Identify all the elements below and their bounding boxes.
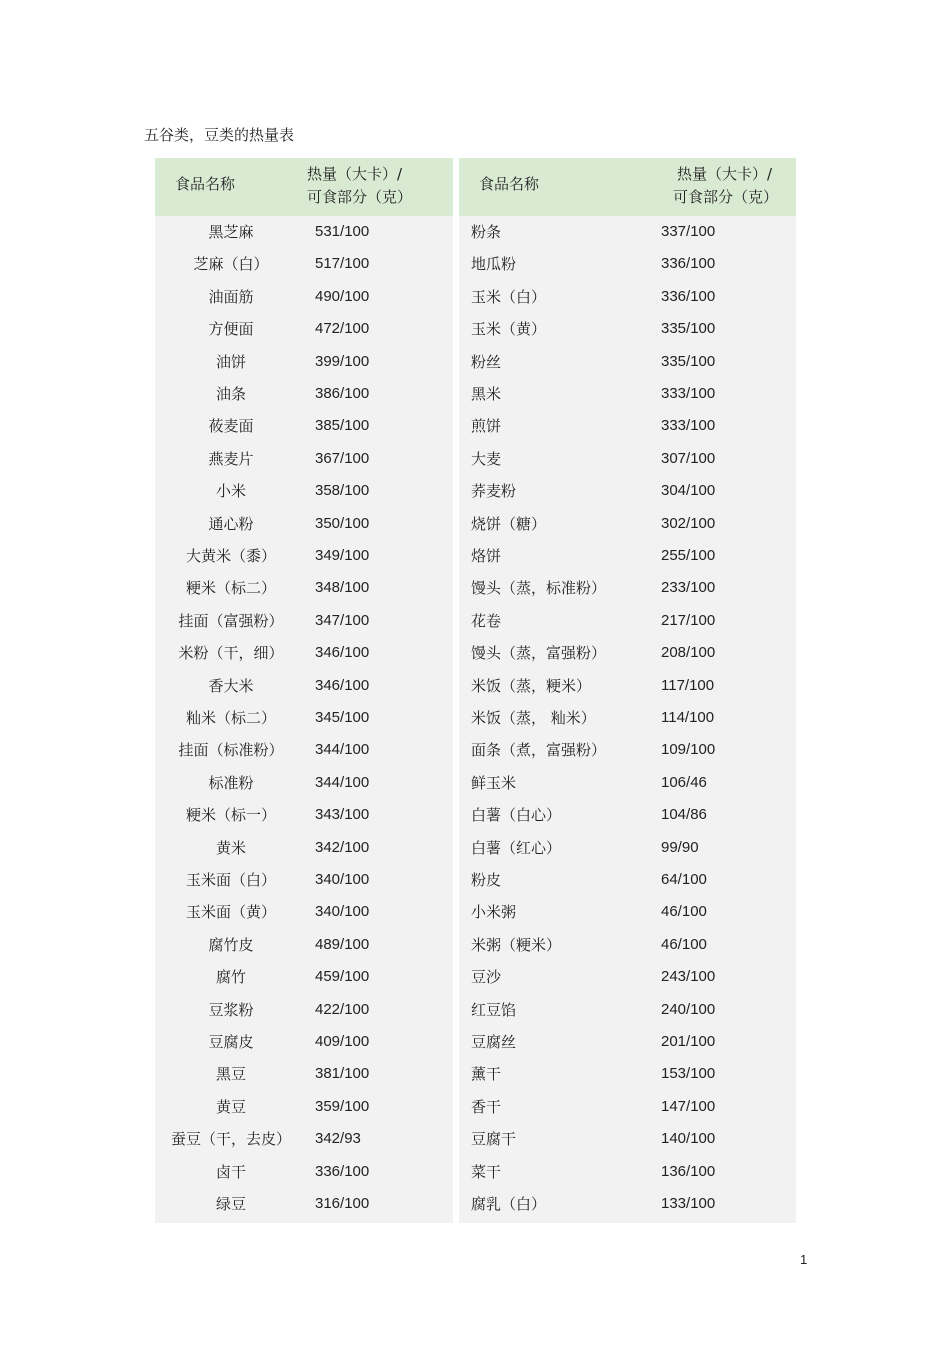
table-row xyxy=(459,313,796,345)
food-name-cell: 籼米（标二） xyxy=(185,709,276,727)
calorie-value-cell: 344/100 xyxy=(315,741,370,759)
table-row xyxy=(459,1156,796,1188)
food-name-cell: 小米 xyxy=(215,482,246,501)
calorie-value-cell: 208/100 xyxy=(661,644,716,662)
food-name-cell: 米饭（蒸， 籼米） xyxy=(471,709,596,727)
food-name-cell: 油饼 xyxy=(215,352,246,371)
food-name-cell: 小米粥 xyxy=(471,903,517,922)
calorie-value-cell: 153/100 xyxy=(661,1065,716,1083)
table-row xyxy=(155,896,453,928)
food-name-cell: 黄米 xyxy=(215,838,246,857)
food-name-cell: 玉米面（黄） xyxy=(185,903,276,922)
food-name-cell: 挂面（富强粉） xyxy=(178,611,284,630)
food-name-cell: 香干 xyxy=(471,1097,502,1116)
food-name-cell: 粉条 xyxy=(471,223,502,241)
food-name-cell: 莜麦面 xyxy=(208,417,254,436)
calorie-value-cell: 104/86 xyxy=(661,806,707,824)
calorie-value-cell: 342/100 xyxy=(315,838,370,856)
table-row xyxy=(459,702,796,734)
table-row xyxy=(155,281,453,313)
calorie-value-cell: 64/100 xyxy=(661,871,707,888)
calorie-value-cell: 344/100 xyxy=(315,773,370,791)
food-name-cell: 腐竹 xyxy=(215,968,246,987)
food-name-cell: 豆腐干 xyxy=(471,1130,517,1149)
table-row xyxy=(155,864,453,896)
table-row xyxy=(459,767,796,799)
food-name-cell: 菜干 xyxy=(471,1162,502,1181)
table-row xyxy=(155,508,453,540)
food-name-cell: 豆腐皮 xyxy=(208,1033,254,1051)
food-name-cell: 黄豆 xyxy=(215,1097,246,1116)
table-row xyxy=(155,1123,453,1155)
food-name-cell: 黑豆 xyxy=(215,1065,246,1084)
table-row xyxy=(155,734,453,766)
table-row xyxy=(459,864,796,896)
table-right-column xyxy=(459,158,796,1223)
table-row xyxy=(459,637,796,669)
food-name-cell: 白薯（白心） xyxy=(471,806,562,825)
page-title: 五谷类，豆类的热量表 xyxy=(144,126,295,144)
food-name-cell: 白薯（红心） xyxy=(471,838,562,857)
food-name-cell: 烙饼 xyxy=(471,547,502,565)
calorie-value-cell: 399/100 xyxy=(315,352,370,370)
table-header-left xyxy=(155,158,453,216)
calorie-value-cell: 336/100 xyxy=(661,255,716,273)
table-row xyxy=(155,410,453,442)
food-name-cell: 卤干 xyxy=(215,1162,246,1181)
table-left-column xyxy=(155,158,453,1223)
table-row xyxy=(459,540,796,572)
header-food-name: 食品名称 xyxy=(479,175,540,193)
food-name-cell: 油面筋 xyxy=(208,287,254,306)
calorie-value-cell: 201/100 xyxy=(661,1033,716,1050)
calorie-value-cell: 343/100 xyxy=(315,806,370,824)
table-row xyxy=(459,1026,796,1058)
food-name-cell: 粳米（标二） xyxy=(185,579,276,598)
calorie-value-cell: 340/100 xyxy=(315,871,370,888)
food-name-cell: 煎饼 xyxy=(471,417,502,436)
calorie-value-cell: 517/100 xyxy=(315,255,370,273)
table-row xyxy=(155,929,453,961)
food-name-cell: 红豆馅 xyxy=(471,1000,517,1019)
page-number: 1 xyxy=(800,1252,808,1267)
calorie-value-cell: 99/90 xyxy=(661,838,699,856)
table-row xyxy=(155,832,453,864)
food-name-cell: 粉皮 xyxy=(471,871,502,889)
table-row xyxy=(155,540,453,572)
table-row xyxy=(459,961,796,993)
food-name-cell: 燕麦片 xyxy=(208,449,254,468)
calorie-value-cell: 147/100 xyxy=(661,1097,716,1115)
food-name-cell: 蚕豆（干，去皮） xyxy=(170,1130,291,1149)
food-name-cell: 豆腐丝 xyxy=(471,1033,517,1051)
table-row xyxy=(155,799,453,831)
food-name-cell: 馒头（蒸，标准粉） xyxy=(471,579,607,598)
food-name-cell: 香大米 xyxy=(208,676,254,695)
calorie-value-cell: 114/100 xyxy=(661,709,715,726)
calorie-value-cell: 381/100 xyxy=(315,1065,370,1083)
food-name-cell: 玉米（白） xyxy=(471,287,547,306)
food-name-cell: 荞麦粉 xyxy=(471,482,517,501)
header-calorie-line2: 可食部分（克） xyxy=(307,188,413,206)
table-row xyxy=(155,605,453,637)
food-name-cell: 方便面 xyxy=(208,320,254,339)
table-row xyxy=(155,1026,453,1058)
calorie-value-cell: 106/46 xyxy=(661,773,707,791)
food-name-cell: 大麦 xyxy=(471,449,502,468)
table-row xyxy=(459,378,796,410)
calorie-value-cell: 240/100 xyxy=(661,1000,716,1018)
calorie-value-cell: 472/100 xyxy=(315,320,370,338)
food-name-cell: 薰干 xyxy=(471,1065,502,1084)
calorie-table xyxy=(155,158,796,1223)
table-row xyxy=(155,346,453,378)
food-name-cell: 米饭（蒸，粳米） xyxy=(471,676,592,695)
food-name-cell: 腐竹皮 xyxy=(208,935,254,954)
calorie-value-cell: 140/100 xyxy=(661,1130,716,1148)
food-name-cell: 油条 xyxy=(215,385,246,403)
calorie-value-cell: 333/100 xyxy=(661,417,716,435)
calorie-value-cell: 386/100 xyxy=(315,385,370,402)
table-row xyxy=(459,443,796,475)
food-name-cell: 米粥（粳米） xyxy=(471,935,562,954)
table-row xyxy=(459,475,796,507)
table-row xyxy=(459,929,796,961)
calorie-value-cell: 459/100 xyxy=(315,968,370,986)
calorie-value-cell: 349/100 xyxy=(315,547,370,564)
calorie-value-cell: 342/93 xyxy=(315,1130,361,1148)
calorie-value-cell: 347/100 xyxy=(315,611,370,629)
calorie-value-cell: 385/100 xyxy=(315,417,370,435)
table-row xyxy=(459,508,796,540)
food-name-cell: 黑芝麻 xyxy=(208,223,254,241)
calorie-value-cell: 302/100 xyxy=(661,514,716,532)
food-name-cell: 挂面（标准粉） xyxy=(178,741,284,760)
table-row xyxy=(155,961,453,993)
table-row xyxy=(155,475,453,507)
food-name-cell: 豆浆粉 xyxy=(208,1000,254,1019)
calorie-value-cell: 367/100 xyxy=(315,449,370,467)
food-name-cell: 芝麻（白） xyxy=(193,255,269,274)
table-row xyxy=(459,670,796,702)
calorie-value-cell: 336/100 xyxy=(315,1162,370,1180)
food-name-cell: 腐乳（白） xyxy=(471,1195,547,1213)
table-row xyxy=(155,670,453,702)
food-name-cell: 米粉（干，细） xyxy=(178,644,284,663)
food-name-cell: 馒头（蒸，富强粉） xyxy=(471,644,607,663)
calorie-value-cell: 304/100 xyxy=(661,482,716,500)
food-name-cell: 面条（煮，富强粉） xyxy=(471,741,607,760)
table-header-right xyxy=(459,158,796,216)
table-row xyxy=(459,1123,796,1155)
table-row xyxy=(459,832,796,864)
food-name-cell: 绿豆 xyxy=(215,1195,246,1213)
header-calorie-line1: 热量（大卡）/ xyxy=(307,165,403,183)
food-name-cell: 标准粉 xyxy=(208,773,254,792)
calorie-value-cell: 136/100 xyxy=(661,1162,716,1180)
calorie-value-cell: 233/100 xyxy=(661,579,716,597)
food-name-cell: 大黄米（黍） xyxy=(185,547,276,565)
calorie-value-cell: 346/100 xyxy=(315,676,370,694)
calorie-value-cell: 117/100 xyxy=(661,676,715,694)
table-row xyxy=(155,702,453,734)
table-row xyxy=(155,216,453,248)
food-name-cell: 地瓜粉 xyxy=(471,255,517,274)
table-row xyxy=(155,248,453,280)
calorie-value-cell: 333/100 xyxy=(661,385,716,402)
calorie-value-cell: 422/100 xyxy=(315,1000,370,1018)
calorie-value-cell: 531/100 xyxy=(315,223,370,240)
calorie-value-cell: 336/100 xyxy=(661,287,716,305)
table-row xyxy=(459,410,796,442)
table-row xyxy=(155,1091,453,1123)
table-row xyxy=(459,605,796,637)
calorie-value-cell: 335/100 xyxy=(661,320,716,338)
table-row xyxy=(155,378,453,410)
table-row xyxy=(459,994,796,1026)
calorie-value-cell: 359/100 xyxy=(315,1097,370,1115)
food-name-cell: 玉米（黄） xyxy=(471,320,547,339)
food-name-cell: 粉丝 xyxy=(471,352,502,371)
calorie-value-cell: 489/100 xyxy=(315,935,370,953)
calorie-value-cell: 409/100 xyxy=(315,1033,370,1050)
table-row xyxy=(155,637,453,669)
table-row xyxy=(155,443,453,475)
table-row xyxy=(459,734,796,766)
food-name-cell: 玉米面（白） xyxy=(185,871,276,889)
table-row xyxy=(459,216,796,248)
calorie-value-cell: 350/100 xyxy=(315,514,370,532)
table-row xyxy=(459,799,796,831)
table-row xyxy=(155,1058,453,1090)
table-row xyxy=(459,1188,796,1220)
calorie-value-cell: 348/100 xyxy=(315,579,370,597)
calorie-value-cell: 46/100 xyxy=(661,935,707,953)
calorie-value-cell: 490/100 xyxy=(315,287,370,305)
table-row xyxy=(459,896,796,928)
table-row xyxy=(459,346,796,378)
calorie-value-cell: 255/100 xyxy=(661,547,716,564)
food-name-cell: 通心粉 xyxy=(208,514,254,533)
calorie-value-cell: 345/100 xyxy=(315,709,370,726)
calorie-value-cell: 340/100 xyxy=(315,903,370,921)
table-row xyxy=(459,1058,796,1090)
table-row xyxy=(155,1156,453,1188)
food-name-cell: 粳米（标一） xyxy=(185,806,276,825)
table-row xyxy=(155,313,453,345)
table-row xyxy=(155,1188,453,1220)
table-row xyxy=(155,767,453,799)
food-name-cell: 鲜玉米 xyxy=(471,773,517,792)
food-name-cell: 豆沙 xyxy=(471,968,502,987)
calorie-value-cell: 133/100 xyxy=(661,1195,716,1212)
calorie-value-cell: 337/100 xyxy=(661,223,716,240)
table-row xyxy=(155,572,453,604)
calorie-value-cell: 307/100 xyxy=(661,449,716,467)
calorie-value-cell: 346/100 xyxy=(315,644,370,662)
food-name-cell: 烧饼（糖） xyxy=(471,514,547,533)
calorie-value-cell: 217/100 xyxy=(661,611,716,629)
calorie-value-cell: 243/100 xyxy=(661,968,716,986)
table-row xyxy=(459,281,796,313)
table-row xyxy=(459,1091,796,1123)
calorie-value-cell: 316/100 xyxy=(315,1195,370,1212)
table-row xyxy=(155,994,453,1026)
header-food-name: 食品名称 xyxy=(175,175,236,193)
header-calorie-line1: 热量（大卡）/ xyxy=(677,165,773,183)
header-calorie-line2: 可食部分（克） xyxy=(673,188,779,206)
calorie-value-cell: 335/100 xyxy=(661,352,716,370)
table-row xyxy=(459,572,796,604)
food-name-cell: 黑米 xyxy=(471,385,502,403)
table-row xyxy=(459,248,796,280)
calorie-value-cell: 109/100 xyxy=(661,741,716,759)
calorie-value-cell: 46/100 xyxy=(661,903,707,921)
food-name-cell: 花卷 xyxy=(471,611,502,630)
calorie-value-cell: 358/100 xyxy=(315,482,370,500)
